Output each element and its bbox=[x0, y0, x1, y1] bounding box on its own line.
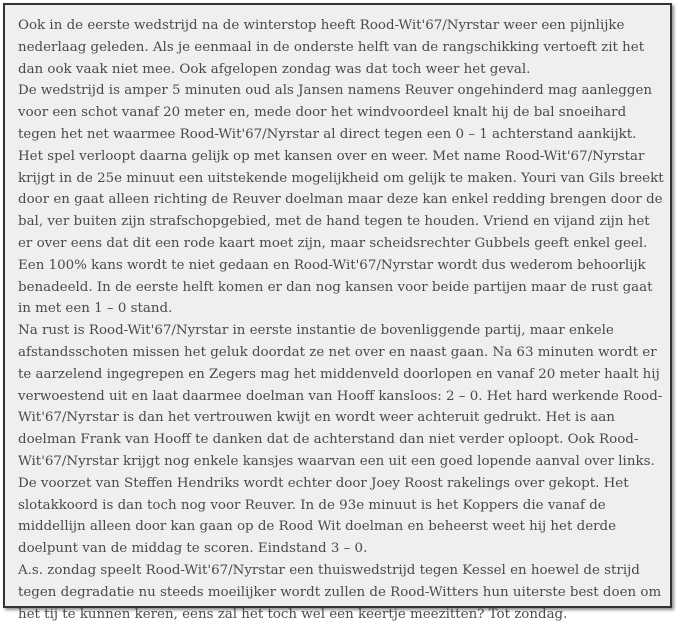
article-paragraph-second-half: Na rust is Rood-Wit'67/Nyrstar in eerste instantie de bovenliggende partij, maar enkele afstandsschoten missen het geluk doordat ze net over en naast gaan. Na 63 minuten wordt er te aarzelend ingegrepen en Zegers mag het middenveld doorlopen en vanaf 20 meter haalt hij verwoestend uit en laat daarmee doelman van Hooff kansloos: 2 – 0. Het hard werkende Rood-Wit'67/Nyrstar is dan het vertrouwen kwijt en wordt weer achteruit gedrukt. Het is aan doelman Frank van Hooff te danken dat de achterstand dan niet verder oploopt. Ook Rood-Wit'67/Nyrstar krijgt nog enkele kansjes waarvan een uit een goed lopende aanval over links. De voorzet van Steffen Hendriks wordt echter door Joey Roost rakelings over gekopt. Het slotakkoord is dan toch nog voor Reuver. In de 93e minuut is het Koppers die vanaf de middellijn alleen door kan gaan op de Rood Wit doelman en beheerst weet hij het derde doelpunt van de middag te scoren. Eindstand 3 – 0. bbox=[18, 323, 663, 557]
article-paragraph-outlook: A.s. zondag speelt Rood-Wit'67/Nyrstar een thuiswedstrijd tegen Kessel en hoewel de strijd tegen degradatie nu steeds moeilijker wordt zullen de Rood-Witters hun uiterste best doen om het tij te kunnen keren, eens zal het toch wel een keertje meezitten? Tot zondag. bbox=[18, 562, 662, 622]
match-report-article bbox=[18, 15, 664, 625]
article-paragraph-first-half: De wedstrijd is amper 5 minuten oud als Jansen namens Reuver ongehinderd mag aanleggen voor een schot vanaf 20 meter en, mede door het windvoordeel knalt hij de bal snoeihard tegen het net waarmee Rood-Wit'67/Nyrstar al direct tegen een 0 – 1 achterstand aankijkt. Het spel verloopt daarna gelijk op met kansen over en weer. Met name Rood-Wit'67/Nyrstar krijgt in de 25e minuut een uitstekende mogelijkheid om gelijk te maken. Youri van Gils breekt door en gaat alleen richting de Reuver doelman maar deze kan enkel redding brengen door de bal, ver buiten zijn strafschopgebied, met de hand tegen te houden. Vriend en vijand zijn het er over eens dat dit een rode kaart moet zijn, maar scheidsrechter Gubbels geeft enkel geel. Een 100% kans wordt te niet gedaan en Rood-Wit'67/Nyrstar wordt dus wederom behoorlijk benadeeld. In de eerste helft komen er dan nog kansen voor beide partijen maar de rust gaat in met een 1 – 0 stand. bbox=[18, 83, 664, 317]
article-frame bbox=[3, 3, 672, 622]
article-paragraph-intro: Ook in de eerste wedstrijd na de winterstop heeft Rood-Wit'67/Nyrstar weer een pijnlijke nederlaag geleden. Als je eenmaal in de onderste helft van de rangschikking vertoeft zit het dan ook vaak niet mee. Ook afgelopen zondag was dat toch weer het geval. bbox=[18, 18, 645, 77]
